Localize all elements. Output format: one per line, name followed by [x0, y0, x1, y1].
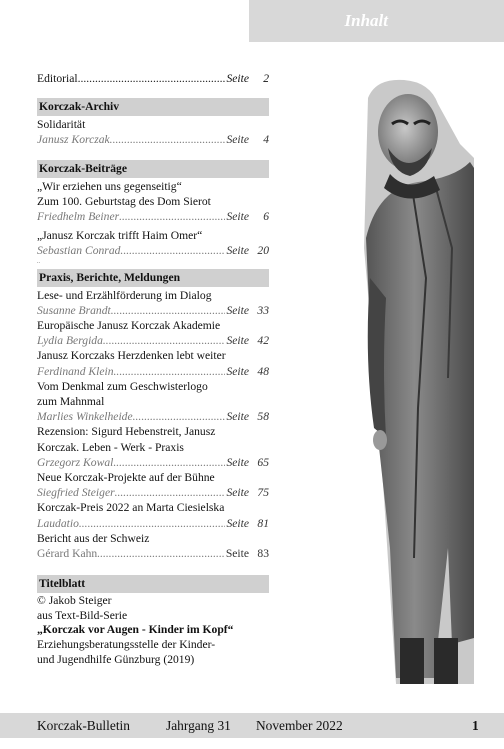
- section-heading-praxis: Praxis, Berichte, Meldungen: [37, 269, 269, 287]
- credit-line: Erziehungsberatungsstelle der Kinder-: [37, 638, 216, 652]
- entry-author: Friedhelm Beiner: [37, 210, 120, 224]
- entry-title: Neue Korczak-Projekte auf der Bühne: [37, 471, 215, 485]
- table-of-contents: [37, 71, 269, 667]
- toc-entry-author-row[interactable]: [37, 409, 269, 424]
- toc-entry-author-row[interactable]: [37, 209, 269, 224]
- toc-entry-author-row[interactable]: [37, 364, 269, 379]
- entry-title: Korczak. Leben - Werk - Praxis: [37, 440, 184, 454]
- credit-line: © Jakob Steiger: [37, 594, 112, 608]
- entry-title: „Wir erziehen uns gegenseitig“: [37, 179, 182, 193]
- titelblatt-block: [37, 575, 269, 667]
- entry-title: Lese- und Erzählförderung im Dialog: [37, 288, 212, 302]
- entry-title: Bericht aus der Schweiz: [37, 531, 150, 545]
- leader-dots: [133, 409, 226, 424]
- page-word: Seite: [226, 210, 249, 224]
- leader-dots: [97, 546, 225, 561]
- page-number: 33: [257, 303, 269, 317]
- toc-entry-editorial[interactable]: [37, 71, 269, 86]
- stray-dots: ..: [37, 258, 40, 265]
- section-heading-korczak-archiv: Korczak-Archiv: [37, 98, 269, 116]
- entry-author: Lydia Bergida: [37, 334, 103, 348]
- leader-dots: [110, 132, 226, 147]
- entry-author: Susanne Brandt: [37, 303, 111, 317]
- page-number: 48: [257, 364, 269, 378]
- entry-title: Solidarität: [37, 118, 86, 132]
- entry-title: „Janusz Korczak trifft Haim Omer“: [37, 229, 203, 243]
- toc-entry-author-row[interactable]: [37, 485, 269, 500]
- leader-dots: [111, 303, 226, 318]
- toc-entry-author-row[interactable]: [37, 303, 269, 318]
- toc-entry-author-row[interactable]: [37, 132, 269, 147]
- entry-title: Rezension: Sigurd Hebenstreit, Janusz: [37, 425, 216, 439]
- footer-journal: Korczak-Bulletin: [37, 718, 130, 733]
- page-word: Seite: [226, 303, 249, 317]
- page-number: 65: [257, 455, 269, 469]
- entry-title: Vom Denkmal zum Geschwisterlogo: [37, 379, 208, 393]
- footer-date: November 2022: [256, 718, 343, 733]
- page-number: 81: [257, 516, 269, 530]
- page-number: 58: [257, 410, 269, 424]
- page-word: Seite: [225, 547, 249, 561]
- leader-dots: [114, 364, 226, 379]
- toc-entry-author-row[interactable]: [37, 243, 269, 258]
- page-number: 6: [263, 210, 269, 224]
- cover-portrait-image: [356, 78, 474, 684]
- toc-entry-author-row[interactable]: [37, 546, 269, 561]
- leader-dots: [113, 455, 225, 470]
- page-number: 75: [257, 486, 269, 500]
- header-band: [249, 0, 504, 42]
- entry-author: Marlies Winkelheide: [37, 410, 133, 424]
- page-word: Seite: [226, 334, 249, 348]
- entry-author: Laudatio: [37, 516, 79, 530]
- entry-title: Korczak-Preis 2022 an Marta Ciesielska: [37, 501, 225, 515]
- footer-volume: Jahrgang 31: [166, 718, 231, 733]
- page-number: 4: [263, 133, 269, 147]
- section-heading-korczak-beitraege: Korczak-Beiträge: [37, 160, 269, 178]
- credit-line: aus Text-Bild-Serie: [37, 608, 128, 622]
- page-word: Seite: [226, 516, 249, 530]
- page-word: Seite: [226, 410, 249, 424]
- entry-title: Europäische Janusz Korczak Akademie: [37, 319, 221, 333]
- page-word: Seite: [226, 455, 249, 469]
- entry-title: Janusz Korczaks Herzdenken lebt weiter: [37, 349, 226, 363]
- toc-entry-author-row[interactable]: [37, 333, 269, 348]
- page-number: 83: [257, 547, 269, 561]
- entry-author: Gérard Kahn: [37, 547, 98, 561]
- leader-dots: [120, 243, 225, 258]
- entry-author: Grzegorz Kowal: [37, 455, 114, 469]
- entry-title: Editorial: [37, 72, 78, 85]
- page-number: 42: [257, 334, 269, 348]
- entry-title: zum Mahnmal: [37, 395, 105, 409]
- page-title: Inhalt: [344, 11, 388, 30]
- page-number: 2: [263, 72, 269, 85]
- toc-entry-author-row[interactable]: [37, 455, 269, 470]
- toc-entry-author-row[interactable]: [37, 516, 269, 531]
- section-heading-titelblatt: Titelblatt: [37, 575, 269, 593]
- page-word: Seite: [226, 486, 249, 500]
- entry-author: Siegfried Steiger: [37, 486, 115, 500]
- page-word: Seite: [226, 133, 249, 147]
- entry-author: Ferdinand Klein: [37, 364, 114, 378]
- leader-dots: [103, 333, 226, 348]
- credit-line: „Korczak vor Augen - Kinder im Kopf“: [37, 623, 234, 637]
- leader-dots: [78, 71, 226, 86]
- footer-bar: [0, 713, 504, 738]
- leader-dots: [79, 516, 226, 531]
- credit-line: und Jugendhilfe Günzburg (2019): [37, 652, 195, 666]
- footer-page-number: 1: [472, 718, 479, 733]
- entry-title: Zum 100. Geburtstag des Dom Sierot: [37, 194, 211, 208]
- entry-author: Janusz Korczak: [37, 133, 110, 147]
- page-number: 20: [257, 244, 269, 258]
- page-word: Seite: [226, 72, 249, 85]
- page-word: Seite: [226, 244, 249, 258]
- leader-dots: [119, 209, 225, 224]
- page-word: Seite: [226, 364, 249, 378]
- entry-author: Sebastian Conrad: [37, 244, 121, 258]
- leader-dots: [115, 485, 226, 500]
